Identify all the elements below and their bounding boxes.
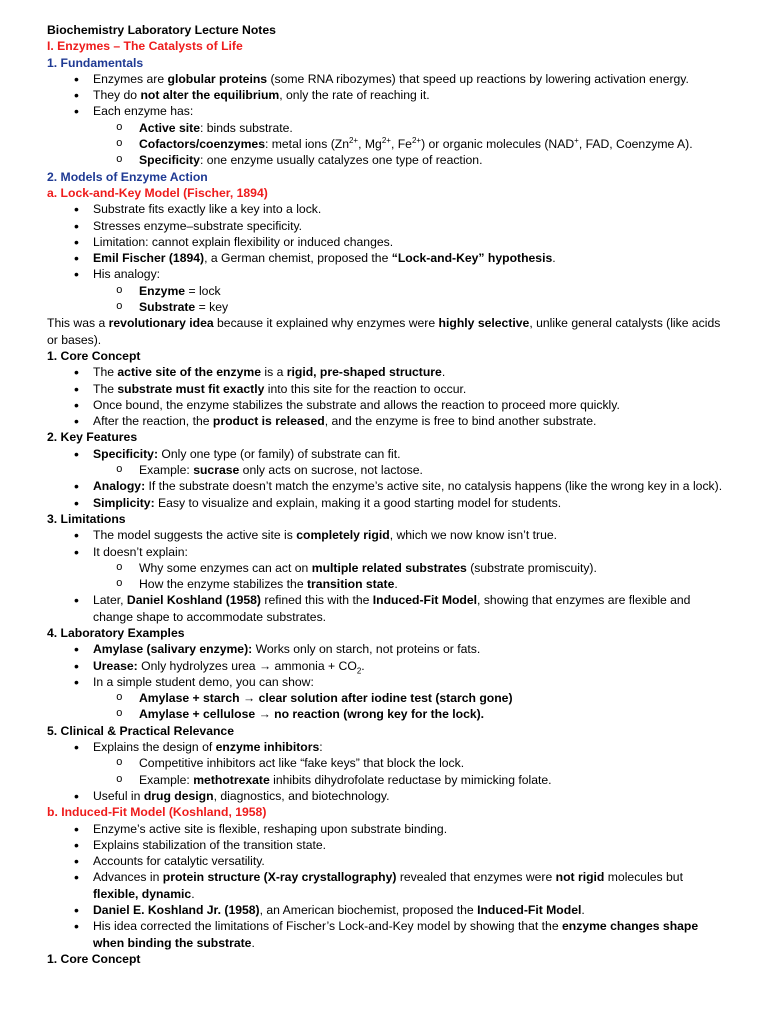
section-heading: I. Enzymes – The Catalysts of Life [47,39,243,54]
sub-bullet-item: o Why some enzymes can act on multiple related substrates (substrate promiscuity). [47,560,728,576]
section-heading: 4. Laboratory Examples [47,625,185,640]
sub-bullet-item: o Cofactors/coenzymes: metal ions ($Zn^{2+}$, $Mg^{2+}$, $Fe^{2+}$) or organic molecules (NAD+, FAD, Coenzyme A). [47,136,728,152]
bullet-item: • Advances in protein structure (X-ray crystallography) revealed that enzymes were not rigid molecules but flexible, dynamic. [47,869,728,902]
section-heading: 1. Core Concept [47,951,141,966]
sub-bullet-item: o Active site: binds substrate. [47,120,728,136]
section-heading: 1. Core Concept [47,348,141,363]
bullet-item: • Stresses enzyme–substrate specificity. [47,218,728,234]
bullet-list [47,201,728,315]
bullet-list [47,641,728,722]
sub-bullet-item: o Substrate = key [47,299,728,315]
bullet-item: • Enzyme’s active site is flexible, reshaping upon substrate binding. [47,821,728,837]
section-heading: b. Induced-Fit Model (Koshland, 1958) [47,805,267,820]
bullet-item: • Urease: Only hydrolyzes urea → ammonia + $CO_2$. [47,658,728,674]
section-heading: 2. Key Features [47,430,138,445]
bullet-item: • Explains stabilization of the transition state. [47,837,728,853]
sub-bullet-item: o Amylase + starch → clear solution after iodine test (starch gone) [47,690,728,706]
bullet-item: • Useful in drug design, diagnostics, and biotechnology. [47,788,728,804]
bullet-item: • His idea corrected the limitations of Fischer’s Lock-and-Key model by showing that the enzyme changes shape when binding the substrate. [47,918,728,951]
bullet-list [47,527,728,625]
section-heading: 1. Fundamentals [47,55,144,70]
bullet-item: • The model suggests the active site is completely rigid, which we now know isn’t true. [47,527,728,543]
bullet-item: • Enzymes are globular proteins (some RNA ribozymes) that speed up reactions by lowering activation energy. [47,71,728,87]
bullet-item: • Analogy: If the substrate doesn’t match the enzyme’s active site, no catalysis happens (like the wrong key in a lock). [47,478,728,494]
section-heading: 5. Clinical & Practical Relevance [47,723,234,738]
sub-bullet-item: o Specificity: one enzyme usually catalyzes one type of reaction. [47,152,728,168]
bullet-item: • Emil Fischer (1894), a German chemist, proposed the “Lock-and-Key” hypothesis. [47,250,728,266]
bullet-item: • Each enzyme has: [47,103,728,119]
bullet-list [47,71,728,169]
bullet-item: • Amylase (salivary enzyme): Works only on starch, not proteins or fats. [47,641,728,657]
document-title: Biochemistry Laboratory Lecture Notes [47,23,276,37]
bullet-item: • In a simple student demo, you can show: [47,674,728,690]
sub-bullet-item: o Competitive inhibitors act like “fake keys” that block the lock. [47,755,728,771]
sub-bullet-item: o Example: sucrase only acts on sucrose, not lactose. [47,462,728,478]
bullet-list [47,364,728,429]
section-heading: 3. Limitations [47,511,126,526]
bullet-item: • The active site of the enzyme is a rigid, pre-shaped structure. [47,364,728,380]
bullet-list [47,446,728,511]
bullet-item: • It doesn’t explain: [47,544,728,560]
document-body [47,38,728,967]
sub-bullet-item: o Enzyme = lock [47,283,728,299]
bullet-item: • Accounts for catalytic versatility. [47,853,728,869]
bullet-item: • After the reaction, the product is released, and the enzyme is free to bind another substrate. [47,413,728,429]
bullet-list [47,739,728,804]
bullet-item: • Substrate fits exactly like a key into a lock. [47,201,728,217]
bullet-item: • The substrate must fit exactly into this site for the reaction to occur. [47,381,728,397]
bullet-item: • Specificity: Only one type (or family) of substrate can fit. [47,446,728,462]
section-heading: a. Lock-and-Key Model (Fischer, 1894) [47,185,268,200]
bullet-item: • Limitation: cannot explain flexibility or induced changes. [47,234,728,250]
bullet-item: • Daniel E. Koshland Jr. (1958), an American biochemist, proposed the Induced-Fit Model. [47,902,728,918]
paragraph: This was a revolutionary idea because it explained why enzymes were highly selective, unlike general catalysts (like acids or bases). [47,316,721,347]
bullet-item: • Once bound, the enzyme stabilizes the substrate and allows the reaction to proceed more quickly. [47,397,728,413]
bullet-list [47,821,728,951]
bullet-item: • Simplicity: Easy to visualize and explain, making it a good starting model for students. [47,495,728,511]
sub-bullet-item: o Example: methotrexate inhibits dihydrofolate reductase by mimicking folate. [47,772,728,788]
bullet-item: • They do not alter the equilibrium, only the rate of reaching it. [47,87,728,103]
bullet-item: • Explains the design of enzyme inhibitors: [47,739,728,755]
section-heading: 2. Models of Enzyme Action [47,169,208,184]
bullet-item: • Later, Daniel Koshland (1958) refined this with the Induced-Fit Model, showing that enzymes are flexible and change shape to accommodate substrates. [47,592,728,625]
sub-bullet-item: o How the enzyme stabilizes the transition state. [47,576,728,592]
bullet-item: • His analogy: [47,266,728,282]
sub-bullet-item: o Amylase + cellulose → no reaction (wrong key for the lock). [47,706,728,722]
